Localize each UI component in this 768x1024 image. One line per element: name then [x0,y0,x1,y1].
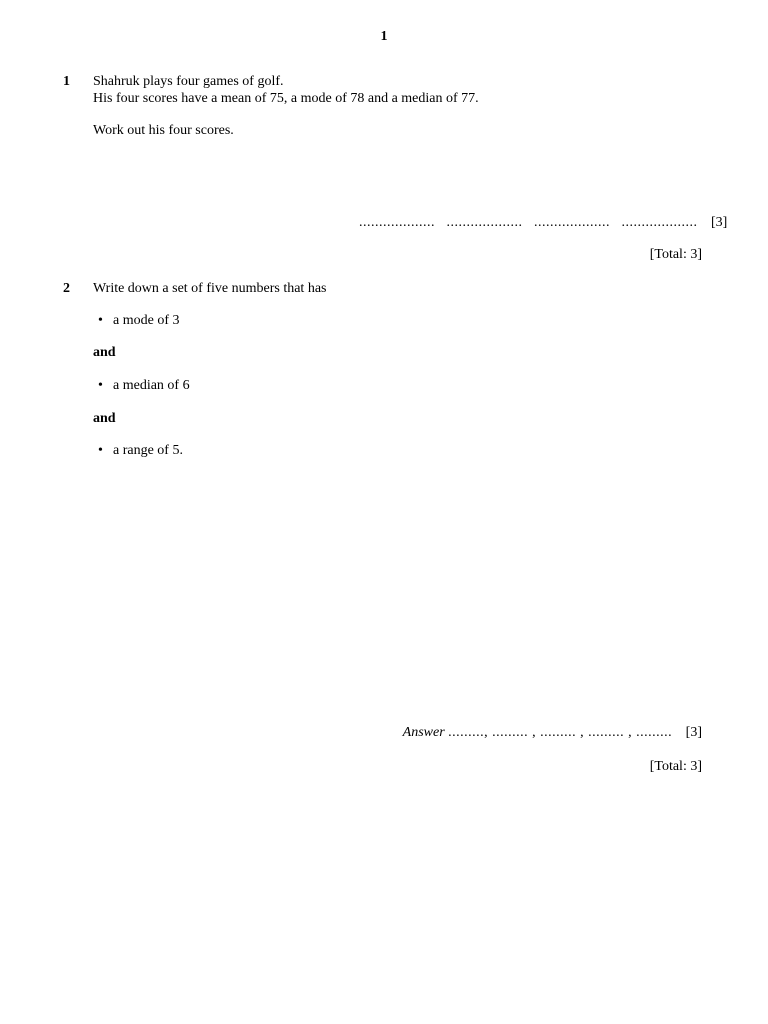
answer-blank-2: ................... [446,215,523,230]
answer-label: Answer [402,725,445,740]
bullet-3-text: a range of 5. [113,443,183,458]
bullet-2-text: a median of 6 [113,378,190,393]
page-number: 1 [380,29,388,44]
answer-blank-4: ................... [621,215,698,230]
question-2-number: 2 [63,281,70,296]
question-2-marks: [3] [685,725,702,740]
question-1-answer-line [359,215,727,231]
question-1-total: [Total: 3] [649,247,702,262]
connector-and-2: and [93,411,116,426]
answer-blank-1: ................... [359,215,435,230]
question-2-prompt: Write down a set of five numbers that has [93,281,327,296]
bullet-3-symbol: • [98,443,103,458]
question-1-line-1: Shahruk plays four games of golf. [93,74,284,89]
question-2-total: [Total: 3] [649,759,702,774]
question-1-instruction: Work out his four scores. [93,123,234,138]
bullet-2-symbol: • [98,378,103,393]
question-1-marks: [3] [711,215,728,230]
question-2-answer-line [403,725,702,741]
bullet-1-text: a mode of 3 [113,313,180,328]
bullet-1-symbol: • [98,313,103,328]
answer-blanks: ........., ......... , ......... , ......... , ......... [448,725,673,740]
connector-and-1: and [93,345,116,360]
answer-blank-3: ................... [534,215,610,230]
question-1-line-2: His four scores have a mean of 75, a mode of 78 and a median of 77. [93,91,479,106]
question-1-number: 1 [63,74,70,89]
